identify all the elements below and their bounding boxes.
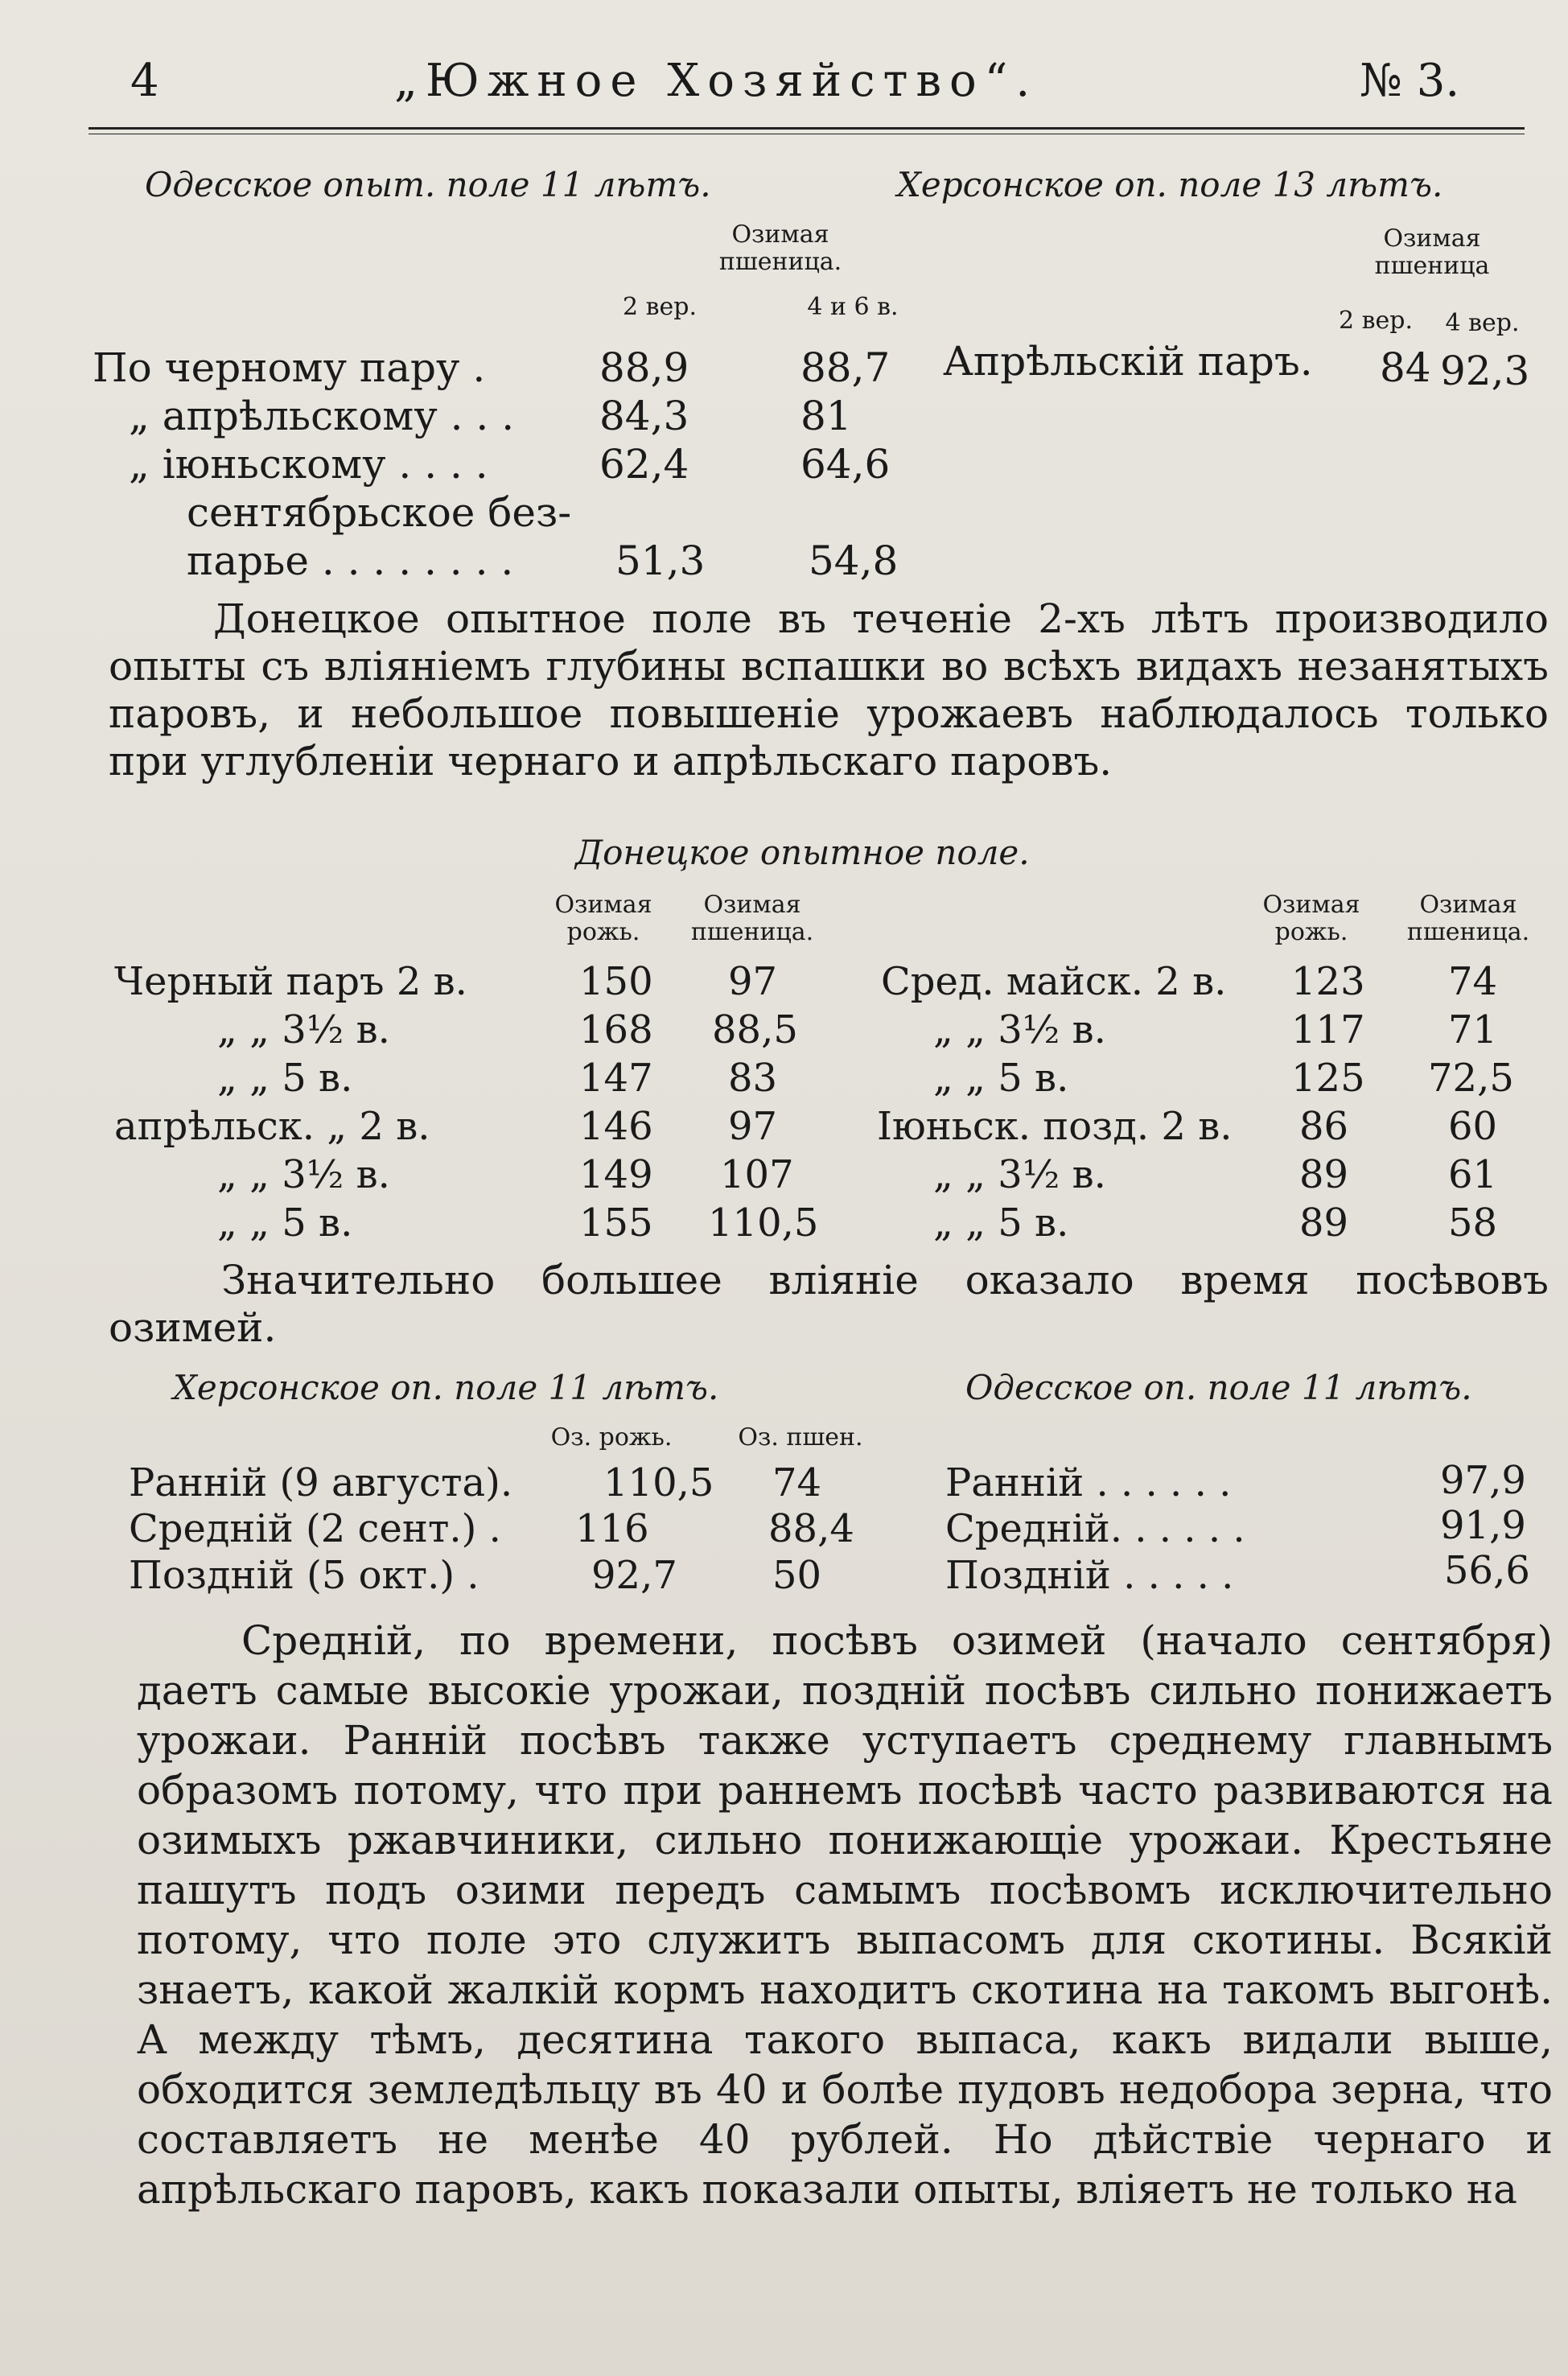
table2-right-wheat: 61 [1448, 1152, 1498, 1197]
table1-right-row-v1: 84 [1380, 344, 1431, 391]
table2-right-rye: 123 [1291, 959, 1365, 1004]
table2-left-wheat: 110,5 [708, 1200, 819, 1246]
table2-left-wheat: 97 [728, 1104, 778, 1149]
table2-right-wheat: 58 [1448, 1200, 1498, 1246]
table1-row-label: парье . . . . . . . . [187, 537, 514, 584]
table2-right-label: „ „ 5 в. [933, 1056, 1069, 1101]
table2-title: Донецкое опытное поле. [575, 833, 1030, 872]
table2-right-col-wheat: Озимая пшеница. [1406, 891, 1530, 946]
table1-row-v1: 62,4 [599, 441, 689, 488]
table2-left-rye: 168 [579, 1007, 653, 1052]
table2-right-label: „ „ 3½ в. [933, 1152, 1106, 1197]
table3-left-wheat: 50 [772, 1553, 822, 1598]
table1-left-crop-header: Озимая пшеница. [718, 220, 842, 276]
table1-col-2ver: 2 вер. [622, 293, 697, 321]
paragraph-3-text: Средній, по времени, посѣвъ озимей (начало сентября) даетъ самые высокіе урожаи, поздній посѣвъ сильно понижаетъ урожаи. Ранній посѣвъ также уступаетъ среднему главнымъ образомъ потому, что при раннемъ посѣвѣ часто развиваются на озимыхъ ржавчиники, сильно понижающіе урожаи. Крестьяне пашутъ подъ озими передъ самымъ посѣвомъ исключительно потому, что поле это служитъ выпасомъ для скотины. Всякій знаетъ, какой жалкій кормъ находитъ скотина на такомъ выгонѣ. А между тѣмъ, десятина такого выпаса, какъ видали выше, обходится земледѣльцу въ 40 и болѣе пудовъ недобора зерна, что составляетъ не менѣе 40 рублей. Но дѣйствіе чернаго и апрѣльскаго паровъ, какъ показали опыты, вліяетъ не только на [137, 1617, 1553, 2213]
table1-row-label: сентябрьское без- [187, 489, 572, 536]
table1-left-title: Одесское опыт. поле 11 лѣтъ. [145, 165, 711, 204]
table3-col-wheat: Оз. пшен. [738, 1423, 863, 1452]
table3-left-rye: 110,5 [603, 1460, 714, 1505]
table3-left-rye: 116 [575, 1506, 649, 1551]
paragraph-1-text: Донецкое опытное поле въ теченіе 2-хъ лѣтъ производило опыты съ вліяніемъ глубины вспашки во всѣхъ видахъ незанятыхъ паровъ, и небольшое повышеніе урожаевъ наблюдалось только при углубленіи чернаго и апрѣльскаго паровъ. [109, 595, 1549, 784]
table2-right-rye: 117 [1291, 1007, 1365, 1052]
table1-row-label: „ апрѣльскому . . . [129, 393, 515, 439]
table2-left-rye: 155 [579, 1200, 653, 1246]
table3-right-title: Одесское оп. поле 11 лѣтъ. [965, 1368, 1472, 1407]
table2-left-label: „ „ 5 в. [217, 1200, 353, 1246]
table2-right-wheat: 74 [1448, 959, 1498, 1004]
table2-right-wheat: 71 [1448, 1007, 1498, 1052]
table3-right-label: Поздній . . . . . [945, 1553, 1234, 1598]
table2-right-label: „ „ 5 в. [933, 1200, 1069, 1246]
paragraph-3 [137, 1616, 1553, 2214]
table1-row-v2: 88,7 [800, 344, 891, 391]
table3-left-rye: 92,7 [591, 1553, 677, 1598]
page-number: 4 [130, 55, 159, 107]
paragraph-1 [109, 595, 1549, 785]
table3-left-wheat: 74 [772, 1460, 822, 1505]
table1-row-v2: 54,8 [809, 537, 899, 584]
issue-number: № 3. [1360, 55, 1460, 107]
table1-row-v2: 64,6 [800, 441, 891, 488]
table2-left-label: „ „ 5 в. [217, 1056, 353, 1101]
table1-row-label: „ іюньскому . . . . [129, 441, 488, 488]
table3-right-value: 56,6 [1444, 1548, 1530, 1593]
table2-left-label: „ „ 3½ в. [217, 1007, 390, 1052]
table2-left-col-wheat: Озимая пшеница. [690, 891, 814, 946]
table3-left-label: Поздній (5 окт.) . [129, 1553, 479, 1598]
table2-left-rye: 150 [579, 959, 653, 1004]
table3-left-title: Херсонское оп. поле 11 лѣтъ. [173, 1368, 719, 1407]
table3-right-value: 91,9 [1440, 1503, 1526, 1548]
table1-right-row-label: Апрѣльскій паръ. [943, 338, 1313, 385]
table2-right-col-rye: Озимая рожь. [1262, 891, 1360, 946]
table2-left-wheat: 107 [720, 1152, 794, 1197]
table2-left-rye: 149 [579, 1152, 653, 1197]
table1-col-4-6ver: 4 и 6 в. [807, 293, 899, 321]
table1-row-v2: 81 [800, 393, 852, 439]
table2-left-label: апрѣльск. „ 2 в. [114, 1104, 430, 1149]
table2-right-label: Сред. майск. 2 в. [881, 959, 1227, 1004]
table3-right-value: 97,9 [1440, 1458, 1526, 1503]
journal-title: „Южное Хозяйство“. [394, 55, 1039, 107]
table2-left-col-rye: Озимая рожь. [554, 891, 652, 946]
table3-right-label: Ранній . . . . . . [945, 1460, 1232, 1505]
table1-row-v1: 88,9 [599, 344, 689, 391]
table2-left-wheat: 97 [728, 959, 778, 1004]
table2-left-label: „ „ 3½ в. [217, 1152, 390, 1197]
table3-left-label: Средній (2 сент.) . [129, 1506, 501, 1551]
paragraph-2 [109, 1257, 1549, 1352]
table2-left-label: Черный паръ 2 в. [114, 959, 467, 1004]
table2-right-rye: 86 [1299, 1104, 1349, 1149]
table2-left-rye: 146 [579, 1104, 653, 1149]
table2-right-rye: 125 [1291, 1056, 1365, 1101]
table2-right-rye: 89 [1299, 1152, 1349, 1197]
table3-right-label: Средній. . . . . . [945, 1506, 1245, 1551]
table2-left-rye: 147 [579, 1056, 653, 1101]
table2-left-wheat: 83 [728, 1056, 778, 1101]
table1-row-v1: 84,3 [599, 393, 689, 439]
table1-right-row-v2: 92,3 [1440, 348, 1530, 394]
table1-right-title: Херсонское оп. поле 13 лѣтъ. [897, 165, 1443, 204]
header-rule [88, 127, 1525, 130]
table1-row-label: По черному пару . [93, 344, 486, 391]
table2-left-wheat: 88,5 [712, 1007, 798, 1052]
table2-right-label: Іюньск. позд. 2 в. [877, 1104, 1233, 1149]
table2-right-wheat: 60 [1448, 1104, 1498, 1149]
table1-right-col-4ver: 4 вер. [1445, 309, 1520, 337]
paragraph-2-text: Значительно большее вліяніе оказало время посѣвовъ озимей. [109, 1257, 1549, 1351]
table2-right-label: „ „ 3½ в. [933, 1007, 1106, 1052]
table2-right-rye: 89 [1299, 1200, 1349, 1246]
table2-right-wheat: 72,5 [1428, 1056, 1514, 1101]
table1-right-crop-header: Озимая пшеница [1374, 224, 1490, 280]
table1-row-v1: 51,3 [615, 537, 706, 584]
table1-right-col-2ver: 2 вер. [1338, 307, 1413, 335]
table3-left-wheat: 88,4 [768, 1506, 854, 1551]
table3-col-rye: Оз. рожь. [550, 1423, 673, 1452]
table3-left-label: Ранній (9 августа). [129, 1460, 513, 1505]
